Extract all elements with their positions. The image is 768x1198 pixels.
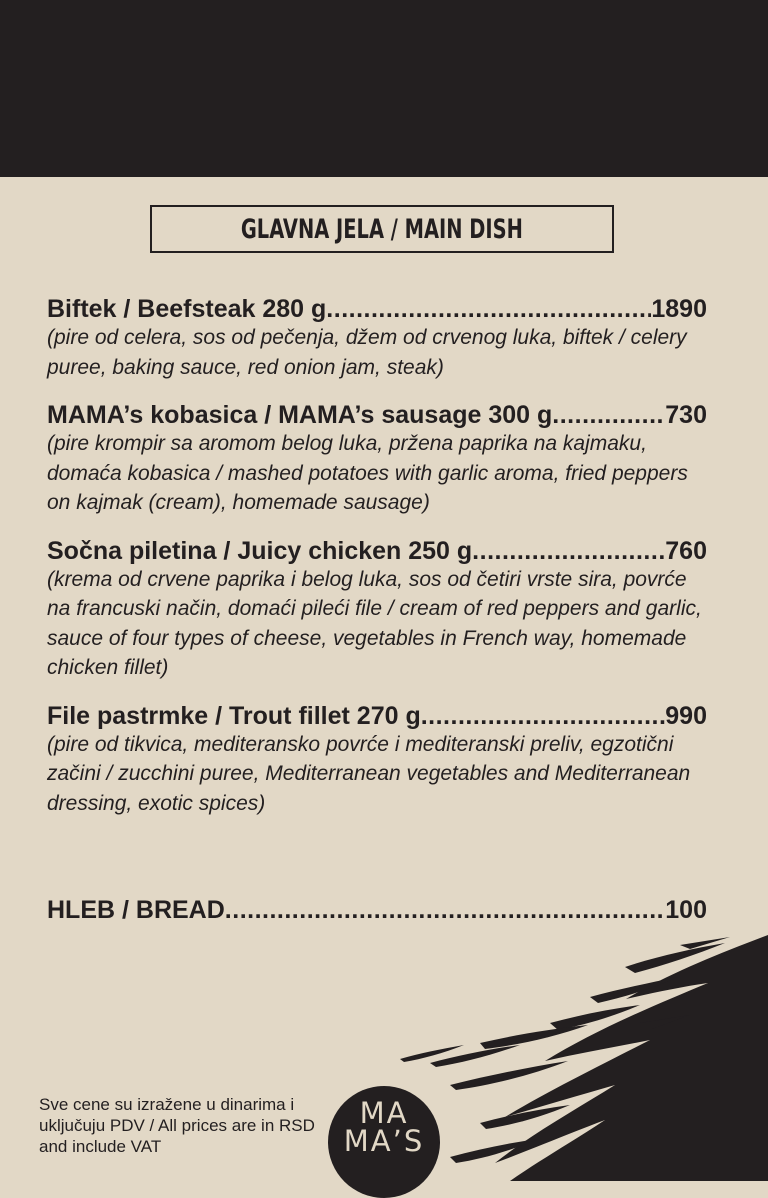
menu-item-name: Sočna piletina / Juicy chicken 250 g <box>47 536 473 565</box>
menu-item-header <box>47 292 707 326</box>
menu-item <box>47 398 707 518</box>
menu-item-price: 730 <box>665 401 707 429</box>
section-title <box>150 205 614 253</box>
menu-item-name: Biftek / Beefsteak 280 g <box>47 295 327 323</box>
menu-item-name: File pastrmke / Trout fillet 270 g <box>47 701 421 730</box>
dot-leader <box>225 893 665 927</box>
menu-item-name: MAMA’s kobasica / MAMA’s sausage 300 g <box>47 401 553 429</box>
brush-stroke-decoration <box>390 935 768 1181</box>
dot-leader <box>552 398 665 432</box>
logo-line-2: MA’S <box>343 1124 425 1158</box>
menu-item-header <box>47 699 707 733</box>
mamas-logo <box>328 1086 440 1198</box>
menu-item-description: (pire od celera, sos od pečenja, džem od crvenog luka, biftek / celery puree, baking sauce, red onion jam, steak) <box>47 326 687 379</box>
menu-item-price: 990 <box>665 701 707 730</box>
menu-item-header <box>47 534 707 568</box>
menu-item-description: (krema od crvene paprika i belog luka, sos od četiri vrste sira, povrće na francuski način, domaći pileći file / cream of red peppers and garlic, sauce of four types of cheese, vegetables in French way, homemade chicken fillet) <box>47 567 702 679</box>
dot-leader <box>326 292 651 326</box>
header-band <box>0 0 768 177</box>
menu-item <box>47 699 707 819</box>
bread-item <box>47 893 707 927</box>
menu-item-price: 760 <box>665 536 707 565</box>
bread-price: 100 <box>665 896 707 924</box>
menu-list <box>47 292 707 834</box>
section-title-text: GLAVNA JELA / MAIN DISH <box>240 213 524 245</box>
logo-line-1: MA <box>359 1096 409 1130</box>
dot-leader <box>472 534 665 568</box>
menu-item-description: (pire krompir sa aromom belog luka, pržena paprika na kajmaku, domaća kobasica / mashed potatoes with garlic aroma, fried peppers on kajmak (cream), homemade sausage) <box>47 432 688 514</box>
bread-name: HLEB / BREAD <box>47 896 225 924</box>
price-note: Sve cene su izražene u dinarima i uključuju PDV / All prices are in RSD and include VAT <box>39 1095 315 1156</box>
menu-item <box>47 534 707 683</box>
dot-leader <box>421 699 666 733</box>
menu-item <box>47 292 707 382</box>
menu-item-description: (pire od tikvica, mediteransko povrće i mediteranski preliv, egzotični začini / zucchini puree, Mediterranean vegetables and Mediterranean dressing, exotic spices) <box>47 732 691 815</box>
menu-item-header <box>47 398 707 432</box>
menu-item-price: 1890 <box>651 295 707 323</box>
